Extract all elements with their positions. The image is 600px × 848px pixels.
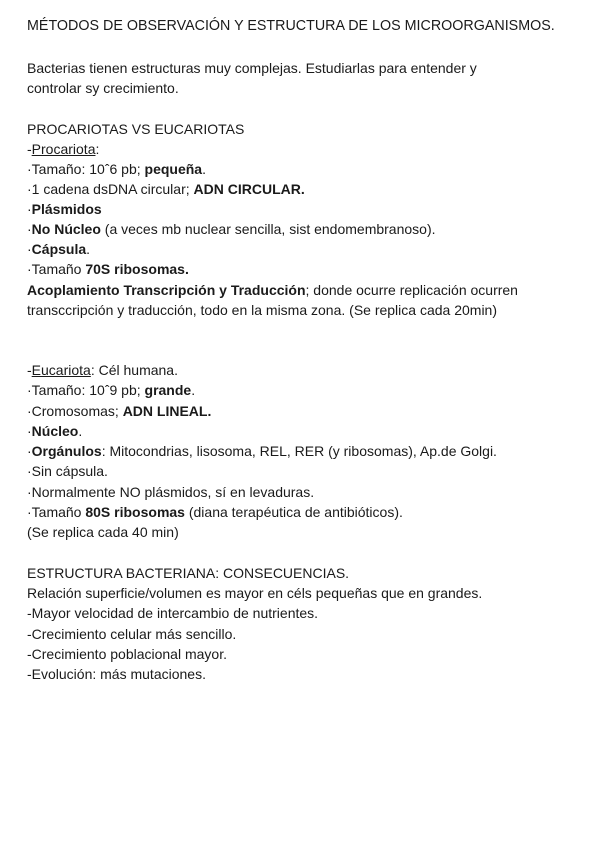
eucariota-replication: (Se replica cada 40 min): [27, 524, 179, 540]
procariota-nucleus: ·No Núcleo (a veces mb nuclear sencilla, sist endomembranoso).: [27, 221, 436, 237]
intro-line-1: Bacterias tienen estructuras muy complejas. Estudiarlas para entender y: [27, 60, 477, 76]
procariota-plasmids: ·Plásmidos: [27, 201, 102, 217]
section2-line-2: -Mayor velocidad de intercambio de nutrientes.: [27, 605, 319, 621]
procariota-coupling: Acoplamiento Transcripción y Traducción; donde ocurre replicación ocurren: [27, 282, 518, 298]
section2-line-1: Relación superficie/volumen es mayor en céls pequeñas que en grandes.: [27, 585, 483, 601]
procariota-size: ·Tamaño: 10ˆ6 pb; pequeña.: [27, 161, 206, 177]
section2-line-4: -Crecimiento poblacional mayor.: [27, 646, 227, 662]
eucariota-heading: -Eucariota: Cél humana.: [27, 362, 178, 378]
intro-line-2: controlar sy crecimiento.: [27, 80, 179, 96]
section-heading-estructura-bacteriana: ESTRUCTURA BACTERIANA: CONSECUENCIAS.: [27, 565, 350, 581]
procariota-capsule: ·Cápsula.: [27, 241, 91, 257]
procariota-ribosomes: ·Tamaño 70S ribosomas.: [27, 261, 189, 277]
section-heading-procariotas-vs-eucariotas: PROCARIOTAS VS EUCARIOTAS: [27, 121, 245, 137]
eucariota-ribosomes: ·Tamaño 80S ribosomas (diana terapéutica de antibióticos).: [27, 504, 403, 520]
procariota-dna: ·1 cadena dsDNA circular; ADN CIRCULAR.: [27, 181, 305, 197]
eucariota-chromosomes: ·Cromosomas; ADN LINEAL.: [27, 403, 212, 419]
section2-line-3: -Crecimiento celular más sencillo.: [27, 626, 237, 642]
eucariota-size: ·Tamaño: 10ˆ9 pb; grande.: [27, 382, 196, 398]
eucariota-nucleus: ·Núcleo.: [27, 423, 83, 439]
eucariota-organelles: ·Orgánulos: Mitocondrias, lisosoma, REL, RER (y ribosomas), Ap.de Golgi.: [27, 443, 497, 459]
procariota-coupling-line-2: transccripción y traducción, todo en la misma zona. (Se replica cada 20min): [27, 302, 497, 318]
section2-line-5: -Evolución: más mutaciones.: [27, 666, 206, 682]
eucariota-no-capsule: ·Sin cápsula.: [27, 463, 108, 479]
document-title: MÉTODOS DE OBSERVACIÓN Y ESTRUCTURA DE LOS MICROORGANISMOS.: [27, 18, 555, 34]
procariota-heading: -Procariota:: [27, 141, 100, 157]
eucariota-plasmids: ·Normalmente NO plásmidos, sí en levaduras.: [27, 484, 315, 500]
